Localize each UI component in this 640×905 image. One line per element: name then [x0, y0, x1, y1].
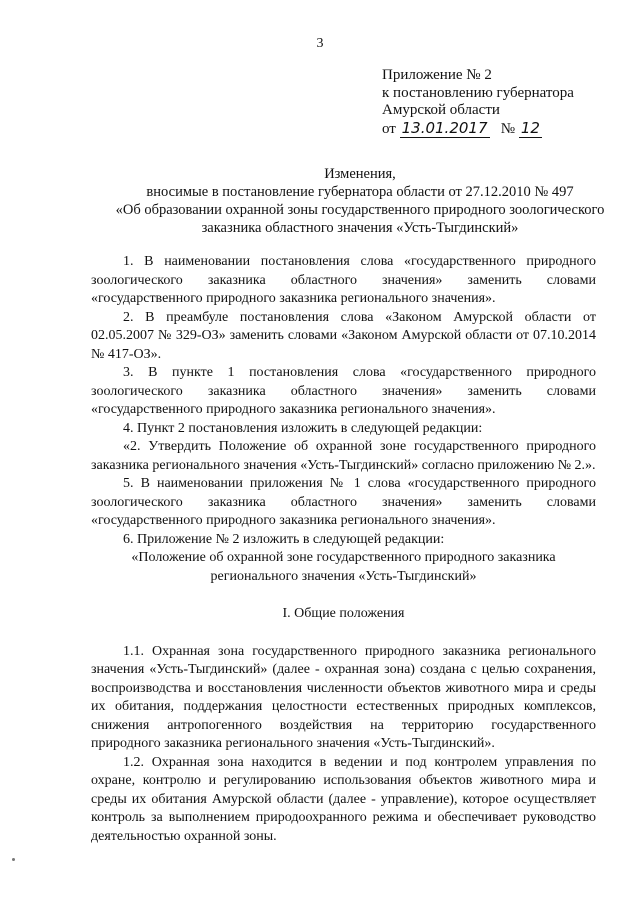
page-number: 3 [316, 36, 324, 51]
section-heading: I. Общие положения [282, 606, 405, 621]
quoted-title-line-1: «Положение об охранной зоне государственного природного заказника [131, 550, 556, 565]
section-paragraph-1: 1.1. Охранная зона государственного природного заказника регионального значения «Усть-Тыгдинский» (далее - охранная зона) создана с целью сохранения, воспроизводства и восстановления численности объектов животного мира и среды их обитания, поддержания целостности естественных природных комплексов, снижения антропогенного воздействия на территорию государственного природного заказника регионального значения «Усть-Тыгдинский». [91, 643, 596, 751]
title-line-1: Изменения, [324, 166, 396, 182]
title-line-2: вносимые в постановление губернатора области от 27.12.2010 № 497 [146, 184, 574, 200]
section-paragraph-2: 1.2. Охранная зона находится в ведении и под контролем управления по охране, контролю и регулированию использования объектов животного мира и среды их обитания Амурской области (далее - управление), которое осуществляет контроль за выполнением природоохранного режима и обеспечивает руководство деятельностью охранной зоны. [91, 754, 596, 844]
appendix-date-line [382, 120, 574, 139]
paragraph-1: 1. В наименовании постановления слова «государственного природного зоологического заказника областного значения» заменить словами «государственного природного заказника регионального значения». [91, 254, 596, 306]
scan-speck [12, 858, 15, 861]
appendix-line-3: Амурской области [382, 102, 500, 118]
quoted-title-line-2: регионального значения «Усть-Тыгдинский» [210, 568, 477, 584]
number-prefix: № [500, 120, 516, 137]
paragraph-3: 3. В пункте 1 постановления слова «государственного природного зоологического заказника областного значения» заменить словами «государственного природного заказника регионального значения». [91, 365, 596, 417]
appendix-line-2: к постановлению губернатора [382, 84, 574, 101]
document-title [70, 165, 640, 237]
appendix-block [382, 67, 574, 138]
paragraph-4: 4. Пункт 2 постановления изложить в следующей редакции: [123, 420, 483, 436]
paragraph-4-quote: «2. Утвердить Положение об охранной зоне государственного природного заказника регионального значения «Усть-Тыгдинский» согласно приложению № 2.». [91, 439, 596, 473]
paragraph-5: 5. В наименовании приложения № 1 слова «государственного природного зоологического заказника областного значения» заменить словами «государственного природного заказника регионального значения». [91, 476, 596, 528]
appendix-line-1: Приложение № 2 [382, 67, 492, 83]
handwritten-number: 12 [520, 118, 540, 137]
handwritten-date: 13.01.2017 [401, 118, 488, 137]
title-line-3: «Об образовании охранной зоны государственного природного зоологического [115, 202, 605, 218]
date-prefix: от [382, 120, 396, 137]
title-line-4: заказника областного значения «Усть-Тыгдинский» [201, 220, 519, 236]
paragraph-6: 6. Приложение № 2 изложить в следующей редакции: [123, 531, 445, 547]
paragraph-2: 2. В преамбуле постановления слова «Законом Амурской области от 02.05.2007 № 329-ОЗ» заменить словами «Законом Амурской области от 07.10.2014 № 417-ОЗ». [91, 309, 596, 362]
document-body [91, 253, 596, 846]
